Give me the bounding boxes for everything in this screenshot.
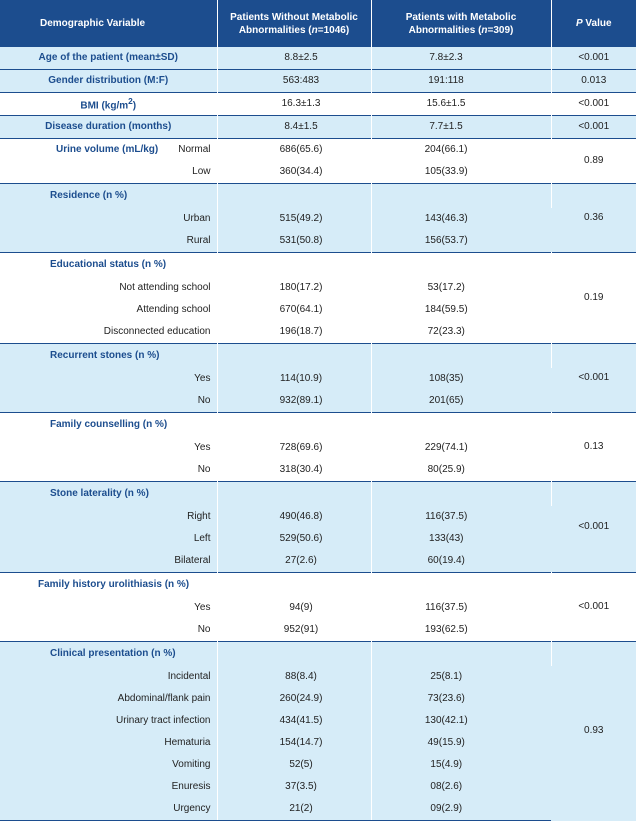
sub-label: Right [0, 506, 217, 528]
empty-cell [217, 642, 371, 667]
cell-with: 53(17.2) [371, 277, 551, 299]
row-clinical-vomiting [0, 754, 636, 776]
group-label: Family counselling (n %) [0, 413, 217, 438]
sub-label: Left [0, 528, 217, 550]
header-with [371, 0, 551, 47]
group-label: Stone laterality (n %) [0, 482, 217, 507]
cell-without: 728(69.6) [217, 437, 371, 459]
header-without-line1: Patients Without Metabolic [230, 11, 358, 23]
group-label: Educational status (n %) [0, 253, 217, 278]
row-recurrent-yes [0, 368, 636, 390]
cell-p: 0.013 [551, 70, 636, 93]
cell-without: 8.8±2.5 [217, 47, 371, 70]
cell-with: 133(43) [371, 528, 551, 550]
sub-label: Abdominal/flank pain [0, 688, 217, 710]
empty-cell [371, 413, 551, 438]
cell-with: 229(74.1) [371, 437, 551, 459]
header-row [0, 0, 636, 47]
cell-with: 15(4.9) [371, 754, 551, 776]
header-without [217, 0, 371, 47]
row-residence-header [0, 184, 636, 209]
cell-with: 25(8.1) [371, 666, 551, 688]
row-clinical-incidental [0, 666, 636, 688]
cell-with: 08(2.6) [371, 776, 551, 798]
header-without-pre: Abnormalities ( [238, 24, 312, 36]
row-counselling-header [0, 413, 636, 438]
group-label: Recurrent stones (n %) [0, 344, 217, 369]
empty-cell [371, 642, 551, 667]
cell-p: <0.001 [551, 93, 636, 116]
header-p-rest: Value [582, 18, 612, 29]
cell-p: 0.13 [551, 413, 636, 482]
cell-with: 116(37.5) [371, 597, 551, 619]
empty-cell [217, 413, 371, 438]
row-label: Disease duration (months) [0, 116, 217, 139]
cell-without: 952(91) [217, 619, 371, 642]
cell-p: <0.001 [551, 344, 636, 413]
sub-label: No [0, 619, 217, 642]
cell-without: 360(34.4) [217, 161, 371, 184]
cell-with: 108(35) [371, 368, 551, 390]
empty-cell [217, 482, 371, 507]
header-without-n: n [311, 24, 318, 36]
cell-with: 7.8±2.3 [371, 47, 551, 70]
cell-p: 0.36 [551, 184, 636, 253]
sub-label: Normal [178, 144, 211, 155]
empty-cell [217, 253, 371, 278]
cell-without: 490(46.8) [217, 506, 371, 528]
cell-without: 563:483 [217, 70, 371, 93]
sub-label: Enuresis [0, 776, 217, 798]
row-clinical-urgency [0, 798, 636, 821]
header-p-value [551, 0, 636, 47]
cell-without: 94(9) [217, 597, 371, 619]
cell-p: 0.19 [551, 253, 636, 344]
cell-without: 932(89.1) [217, 390, 371, 413]
cell-without: 180(17.2) [217, 277, 371, 299]
cell-p: 0.93 [551, 642, 636, 821]
row-clinical-hematuria [0, 732, 636, 754]
cell-without: 21(2) [217, 798, 371, 821]
group-label: Clinical presentation (n %) [0, 642, 217, 667]
bmi-label-pre: BMI (kg/m [80, 100, 129, 112]
row-residence-rural [0, 230, 636, 253]
row-family-history-header [0, 573, 636, 598]
cell-with: 204(66.1) [371, 139, 551, 162]
row-recurrent-header [0, 344, 636, 369]
row-clinical-uti [0, 710, 636, 732]
cell-with: 116(37.5) [371, 506, 551, 528]
group-label: Residence (n %) [0, 184, 217, 209]
cell-with: 7.7±1.5 [371, 116, 551, 139]
header-with-pre: Abnormalities ( [408, 24, 482, 36]
bmi-label-post: ) [132, 100, 137, 112]
cell-p: <0.001 [551, 116, 636, 139]
cell-p: 0.89 [551, 139, 636, 184]
cell-without: 27(2.6) [217, 550, 371, 573]
row-urine-normal [0, 139, 636, 162]
sub-label: No [0, 390, 217, 413]
header-p-italic: P [575, 18, 583, 29]
row-clinical-header [0, 642, 636, 667]
row-education-header [0, 253, 636, 278]
sub-label: Incidental [0, 666, 217, 688]
cell-with: 105(33.9) [371, 161, 551, 184]
bmi-label-sup: 2 [128, 96, 133, 107]
empty-cell [371, 184, 551, 209]
cell-without: 260(24.9) [217, 688, 371, 710]
cell-without: 515(49.2) [217, 208, 371, 230]
row-residence-urban [0, 208, 636, 230]
sub-label: Yes [0, 437, 217, 459]
cell-with: 156(53.7) [371, 230, 551, 253]
row-education-not-attending [0, 277, 636, 299]
cell-without: 434(41.5) [217, 710, 371, 732]
cell-without: 531(50.8) [217, 230, 371, 253]
cell-with: 80(25.9) [371, 459, 551, 482]
row-age [0, 47, 636, 70]
sub-label: Attending school [0, 299, 217, 321]
empty-cell [217, 184, 371, 209]
sub-label: Hematuria [0, 732, 217, 754]
cell-without: 686(65.6) [217, 139, 371, 162]
row-bmi [0, 93, 636, 116]
cell-p: <0.001 [551, 573, 636, 642]
cell-without: 670(64.1) [217, 299, 371, 321]
sub-label: Urban [0, 208, 217, 230]
row-urine-low [0, 161, 636, 184]
cell-with: 184(59.5) [371, 299, 551, 321]
row-label: Gender distribution (M:F) [0, 70, 217, 93]
group-label: Family history urolithiasis (n %) [0, 573, 217, 598]
cell-with: 15.6±1.5 [371, 93, 551, 116]
cell-without: 8.4±1.5 [217, 116, 371, 139]
cell-without: 529(50.6) [217, 528, 371, 550]
sub-label: Rural [0, 230, 217, 253]
row-education-disconnected [0, 321, 636, 344]
sub-label: Vomiting [0, 754, 217, 776]
cell-with: 60(19.4) [371, 550, 551, 573]
cell-without: 52(5) [217, 754, 371, 776]
cell-without: 37(3.5) [217, 776, 371, 798]
row-label [0, 93, 217, 116]
row-family-history-yes [0, 597, 636, 619]
sub-label: Disconnected education [0, 321, 217, 344]
cell-with: 49(15.9) [371, 732, 551, 754]
cell-with: 72(23.3) [371, 321, 551, 344]
empty-cell [371, 344, 551, 369]
cell-p: <0.001 [551, 47, 636, 70]
empty-cell [371, 253, 551, 278]
row-clinical-enuresis [0, 776, 636, 798]
row-counselling-no [0, 459, 636, 482]
row-gender [0, 70, 636, 93]
header-with-line1: Patients with Metabolic [405, 11, 517, 23]
sub-label: Yes [0, 597, 217, 619]
cell-with: 130(42.1) [371, 710, 551, 732]
header-without-n-value: =1046) [317, 24, 350, 36]
sub-label: Urinary tract infection [0, 710, 217, 732]
cell-without: 114(10.9) [217, 368, 371, 390]
row-duration [0, 116, 636, 139]
row-label: Age of the patient (mean±SD) [0, 47, 217, 70]
group-label: Urine volume (mL/kg) [56, 144, 159, 155]
row-family-history-no [0, 619, 636, 642]
cell-with: 09(2.9) [371, 798, 551, 821]
header-variable: Demographic Variable [0, 0, 217, 47]
row-laterality-header [0, 482, 636, 507]
row-counselling-yes [0, 437, 636, 459]
row-laterality-bilateral [0, 550, 636, 573]
sub-label: No [0, 459, 217, 482]
cell-without: 318(30.4) [217, 459, 371, 482]
row-clinical-pain [0, 688, 636, 710]
row-laterality-left [0, 528, 636, 550]
sub-label: Yes [0, 368, 217, 390]
row-education-attending [0, 299, 636, 321]
cell-without: 16.3±1.3 [217, 93, 371, 116]
header-with-n: n [481, 24, 488, 36]
empty-cell [217, 344, 371, 369]
cell-with: 201(65) [371, 390, 551, 413]
cell-with: 191:118 [371, 70, 551, 93]
row-label-cell [0, 139, 217, 162]
sub-label: Urgency [0, 798, 217, 821]
empty-cell [217, 573, 371, 598]
cell-without: 88(8.4) [217, 666, 371, 688]
sub-label: Bilateral [0, 550, 217, 573]
cell-with: 73(23.6) [371, 688, 551, 710]
cell-with: 193(62.5) [371, 619, 551, 642]
cell-without: 154(14.7) [217, 732, 371, 754]
row-laterality-right [0, 506, 636, 528]
header-with-n-value: =309) [487, 24, 514, 36]
sub-label: Not attending school [0, 277, 217, 299]
cell-without: 196(18.7) [217, 321, 371, 344]
empty-cell [371, 482, 551, 507]
sub-label: Low [0, 161, 217, 184]
row-recurrent-no [0, 390, 636, 413]
cell-p: <0.001 [551, 482, 636, 573]
empty-cell [371, 573, 551, 598]
cell-with: 143(46.3) [371, 208, 551, 230]
